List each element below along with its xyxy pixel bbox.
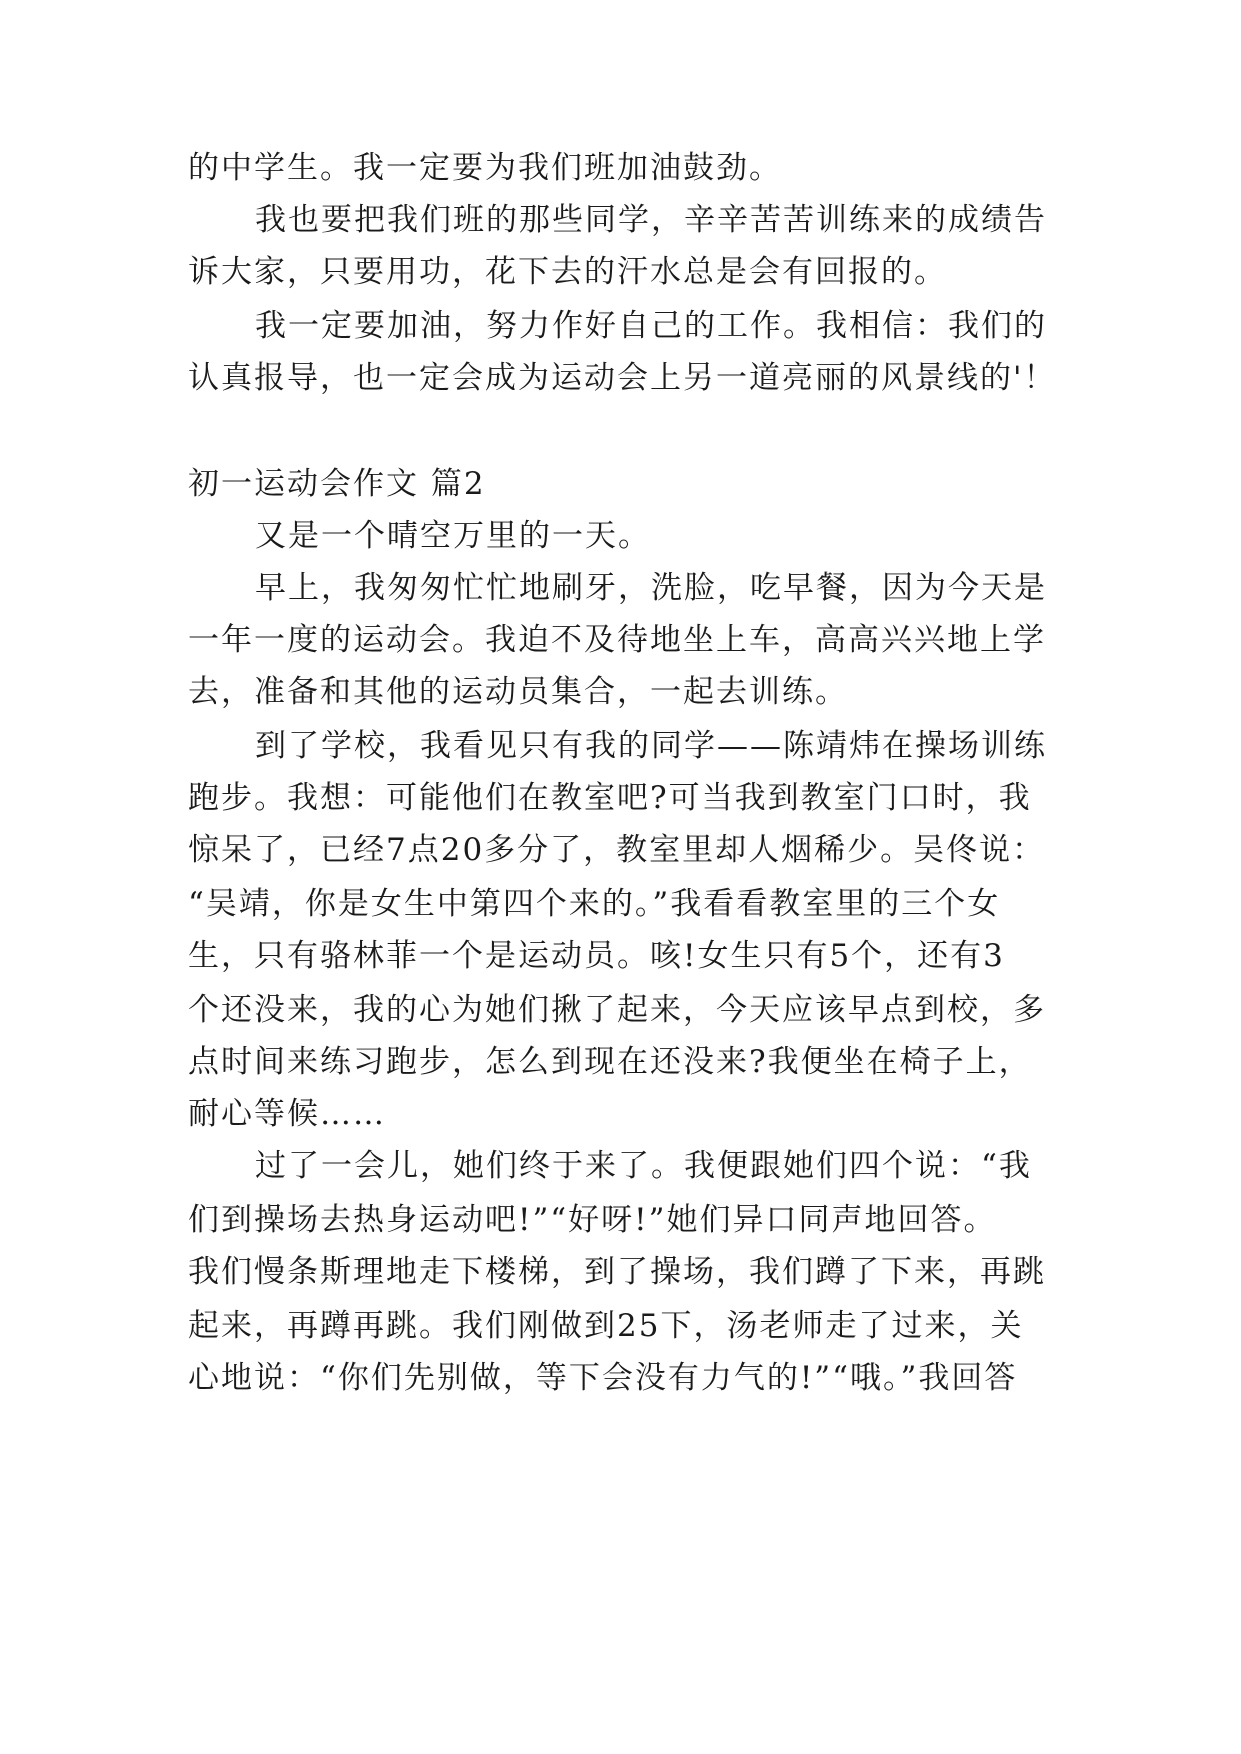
paragraph-line: “吴靖，你是女生中第四个来的。”我看看教室里的三个女 <box>188 886 1001 922</box>
paragraph-line: 生，只有骆林菲一个是运动员。咳!女生只有5个，还有3 <box>188 938 1005 974</box>
paragraph-line: 跑步。我想：可能他们在教室吧?可当我到教室门口时，我 <box>188 780 1032 816</box>
paragraph-line: 个还没来，我的心为她们揪了起来，今天应该早点到校，多 <box>188 992 1046 1028</box>
paragraph-line: 惊呆了，已经7点20多分了，教室里却人烟稀少。吴佟说： <box>188 832 1046 868</box>
paragraph-line: 过了一会儿，她们终于来了。我便跟她们四个说：“我 <box>255 1148 1032 1184</box>
paragraph-line: 早上，我匆匆忙忙地刷牙，洗脸，吃早餐，因为今天是 <box>255 570 1047 606</box>
paragraph-line: 起来，再蹲再跳。我们刚做到25下，汤老师走了过来，关 <box>188 1308 1024 1344</box>
paragraph-line: 们到操场去热身运动吧!”“好呀!”她们异口同声地回答。 <box>188 1202 997 1238</box>
paragraph-line: 我一定要加油，努力作好自己的工作。我相信：我们的 <box>255 308 1047 344</box>
paragraph-line: 我们慢条斯理地走下楼梯，到了操场，我们蹲了下来，再跳 <box>188 1254 1046 1290</box>
section-heading: 初一运动会作文 篇2 <box>188 466 486 502</box>
paragraph-line: 诉大家，只要用功，花下去的汗水总是会有回报的。 <box>188 254 947 290</box>
paragraph-line: 又是一个晴空万里的一天。 <box>255 518 651 554</box>
paragraph-line: 点时间来练习跑步，怎么到现在还没来?我便坐在椅子上， <box>188 1044 1032 1080</box>
paragraph-line: 耐心等候…… <box>188 1096 386 1132</box>
paragraph-line: 认真报导，也一定会成为运动会上另一道亮丽的风景线的'！ <box>188 360 1057 396</box>
paragraph-line: 到了学校，我看见只有我的同学——陈靖炜在操场训练 <box>255 728 1047 764</box>
paragraph-line: 我也要把我们班的那些同学，辛辛苦苦训练来的成绩告 <box>255 202 1047 238</box>
paragraph-line: 的中学生。我一定要为我们班加油鼓劲。 <box>188 150 782 186</box>
paragraph-line: 心地说：“你们先别做，等下会没有力气的!”“哦。”我回答 <box>188 1360 1018 1396</box>
paragraph-line: 去，准备和其他的运动员集合，一起去训练。 <box>188 674 848 710</box>
paragraph-line: 一年一度的运动会。我迫不及待地坐上车，高高兴兴地上学 <box>188 622 1046 658</box>
